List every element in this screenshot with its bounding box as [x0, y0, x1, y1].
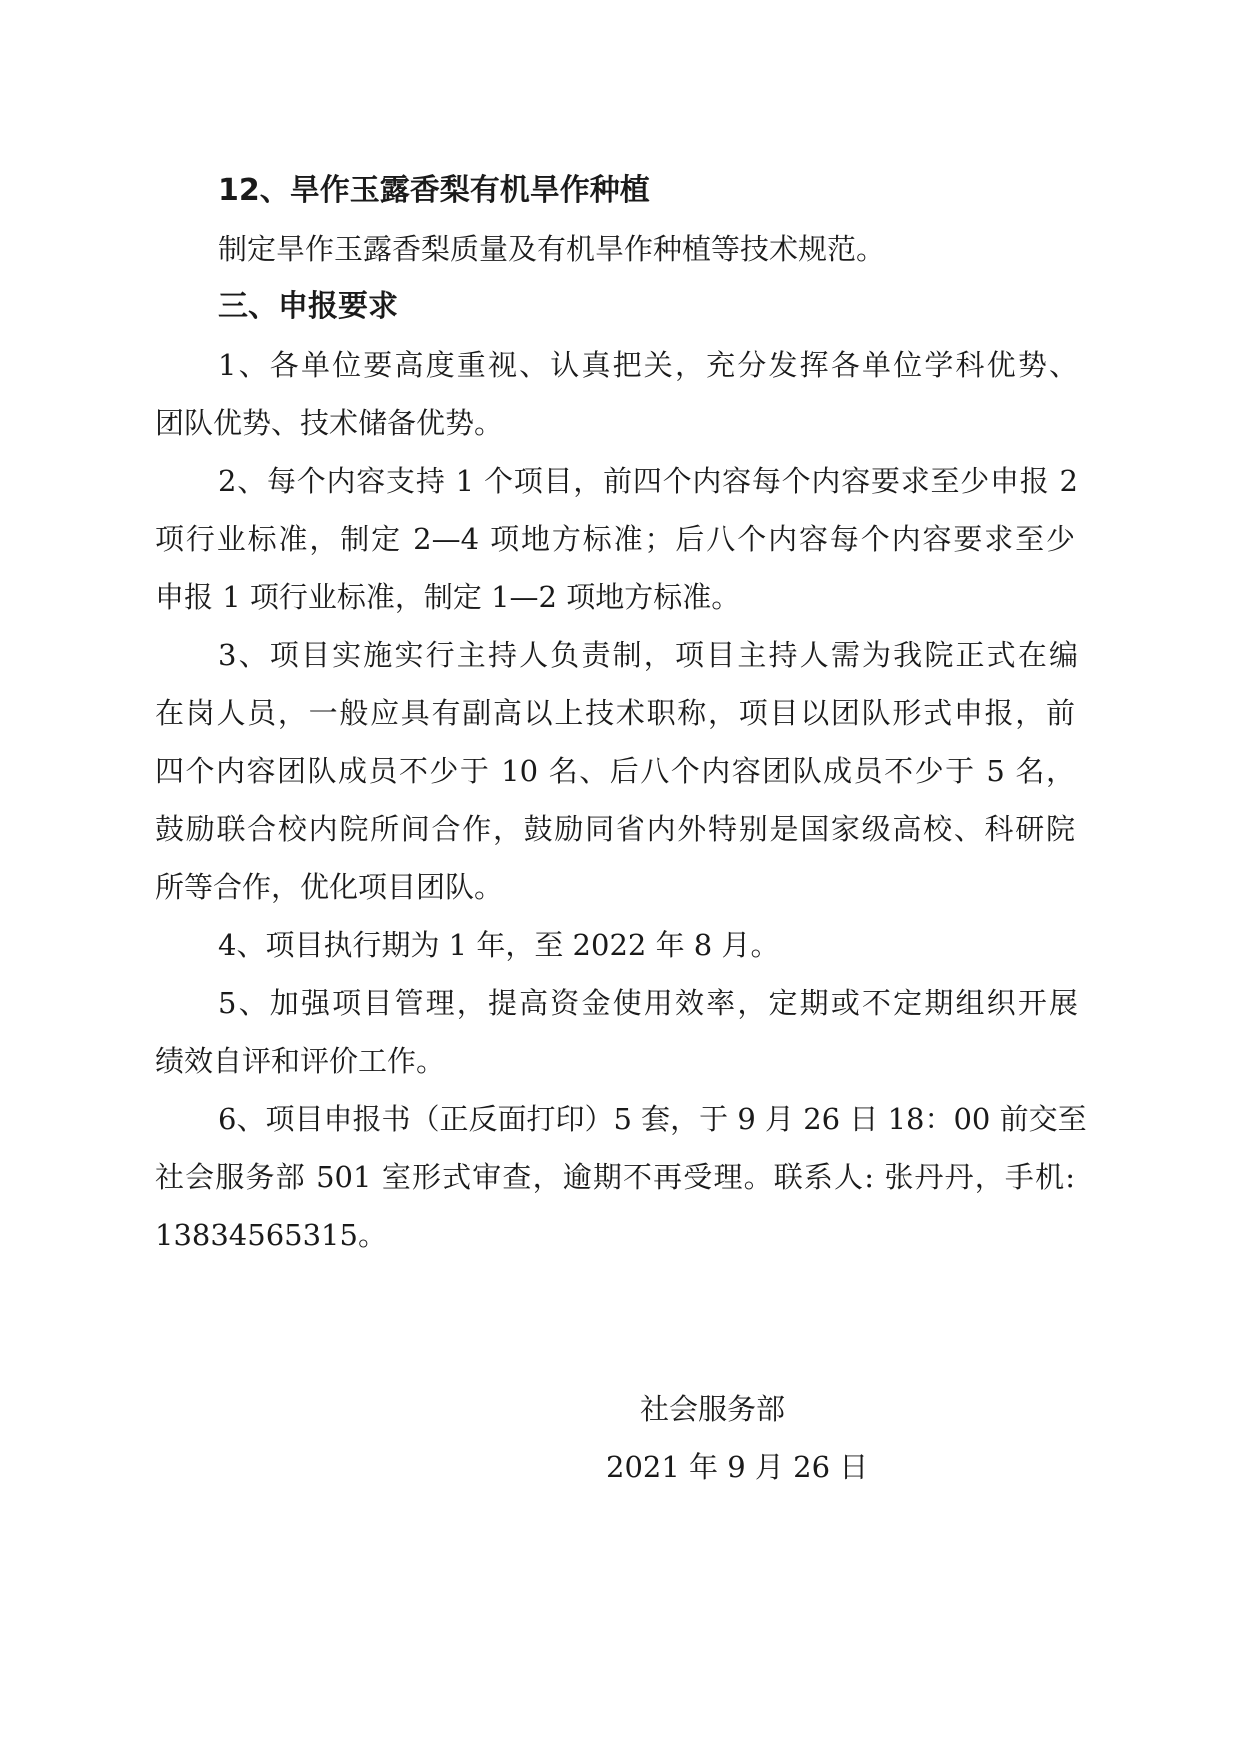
paragraph-line: 社会服务部 501 室形式审查，逾期不再受理。联系人: 张丹丹，手机: — [155, 1160, 1075, 1194]
paragraph-line: 5、加强项目管理，提高资金使用效率，定期或不定期组织开展 — [218, 986, 1078, 1020]
section-3-heading: 三、申报要求 — [218, 289, 398, 324]
paragraph-line: 3、项目实施实行主持人负责制，项目主持人需为我院正式在编 — [218, 638, 1078, 672]
paragraph-line: 所等合作，优化项目团队。 — [155, 870, 504, 904]
section-12-body: 制定旱作玉露香梨质量及有机旱作种植等技术规范。 — [218, 232, 886, 266]
paragraph-line: 鼓励联合校内院所间合作，鼓励同省内外特别是国家级高校、科研院 — [155, 812, 1075, 846]
paragraph-line: 团队优势、技术储备优势。 — [155, 406, 504, 440]
paragraph-line: 4、项目执行期为 1 年，至 2022 年 8 月。 — [218, 928, 780, 962]
signature-department: 社会服务部 — [640, 1392, 786, 1426]
paragraph-line: 在岗人员，一般应具有副高以上技术职称，项目以团队形式申报，前 — [155, 696, 1075, 730]
paragraph-line: 申报 1 项行业标准，制定 1—2 项地方标准。 — [155, 580, 741, 614]
paragraph-line: 6、项目申报书（正反面打印）5 套，于 9 月 26 日 18：00 前交至 — [218, 1102, 1087, 1136]
paragraph-line: 1、各单位要高度重视、认真把关，充分发挥各单位学科优势、 — [218, 348, 1078, 382]
signature-date: 2021 年 9 月 26 日 — [606, 1450, 869, 1484]
paragraph-line: 绩效自评和评价工作。 — [155, 1044, 446, 1078]
paragraph-line: 2、每个内容支持 1 个项目，前四个内容每个内容要求至少申报 2 — [218, 464, 1078, 498]
paragraph-line: 四个内容团队成员不少于 10 名、后八个内容团队成员不少于 5 名， — [155, 754, 1075, 788]
paragraph-line: 项行业标准，制定 2—4 项地方标准；后八个内容每个内容要求至少 — [155, 522, 1075, 556]
paragraph-line: 13834565315。 — [155, 1218, 387, 1252]
section-12-heading: 12、旱作玉露香梨有机旱作种植 — [218, 173, 650, 208]
